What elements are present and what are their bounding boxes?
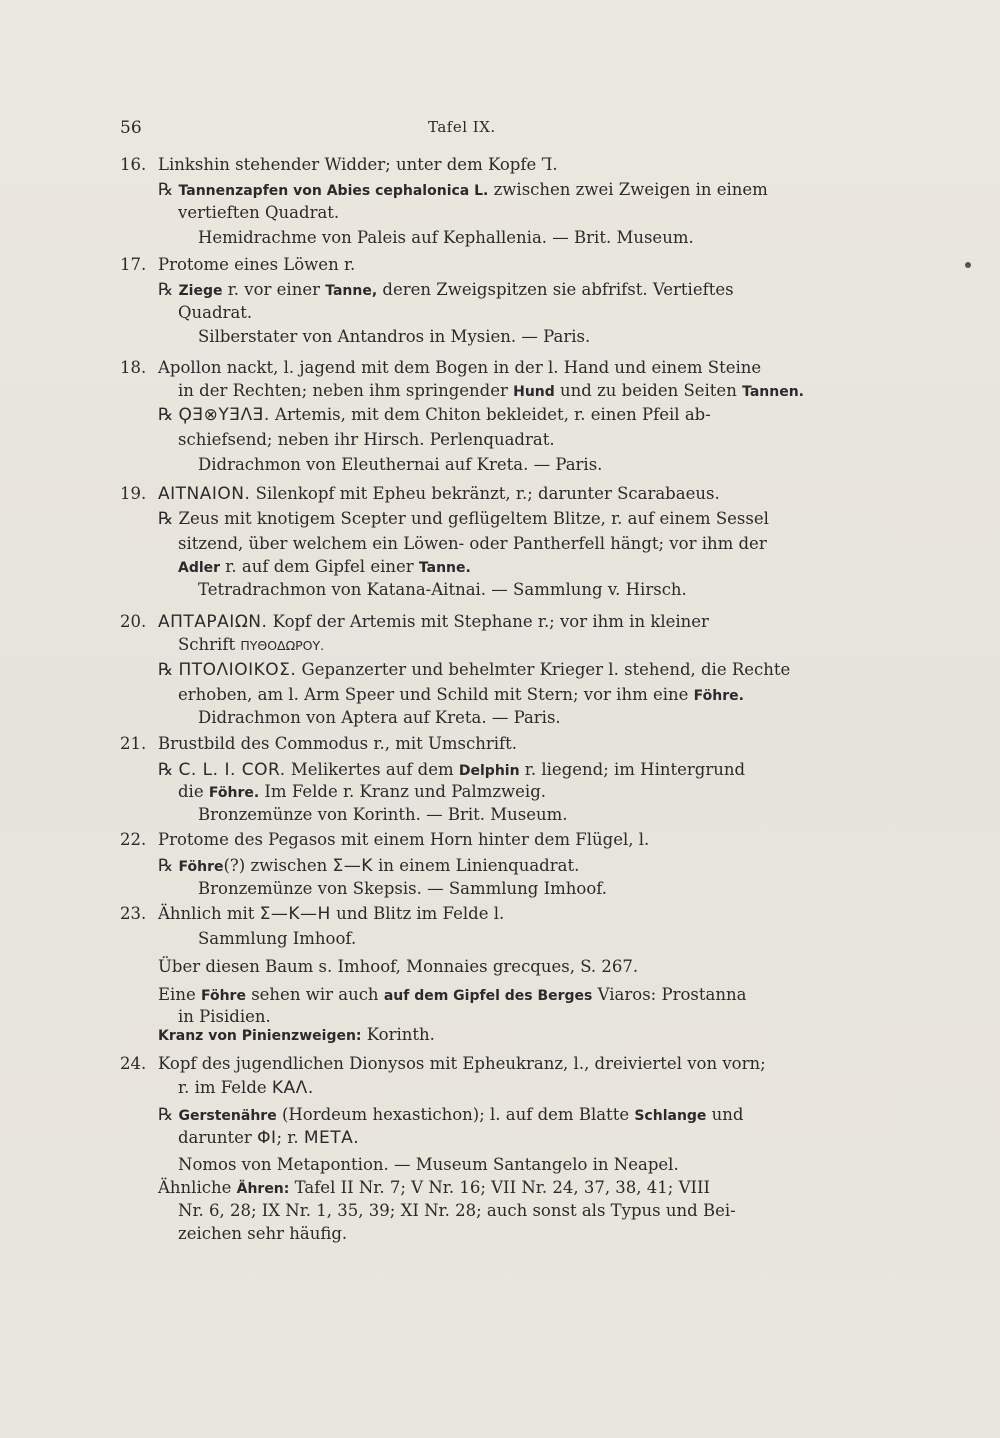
entry-16-line-4: Hemidrachme von Paleis auf Kephallenia. — Brit. Museum. [198,228,694,247]
bold-text: Gerstenähre [178,1108,277,1124]
entry-number-22: 22. [120,830,147,849]
entry-17-line-2 [158,280,734,301]
entry-number-24: 24. [120,1054,147,1073]
text: und zu beiden Seiten [554,381,743,400]
bold-text: auf dem Gipfel des Berges [383,988,593,1004]
text: Ähnlich mit [158,904,260,923]
entry-20-line-4 [178,685,744,706]
text: Tafel II Nr. 7; V Nr. 16; VII Nr. 24, 37, 38, 41; VIII [289,1178,711,1197]
text: sehen wir auch [245,985,384,1004]
reverse-symbol: ℞ [158,1105,174,1125]
reverse-symbol: ℞ [158,660,174,680]
bold-text: Delphin [458,763,520,779]
bold-text: Tannen. [742,384,804,400]
text: die [178,782,209,801]
text: deren Zweigspitzen sie abfrifst. Vertieftes [377,280,734,299]
text: erhoben, am l. Arm Speer und Schild mit Stern; vor ihm eine [178,685,694,704]
text: Silenkopf mit Epheu bekränzt, r.; darunter Scarabaeus. [250,484,720,503]
entry-24-line-8: zeichen sehr häufig. [178,1224,348,1243]
greek-legend: ΑΙΤΝΑΙΟΝ. [158,484,251,504]
greek-legend: ΚΑΛ. [271,1078,314,1098]
entry-19-line-2 [158,509,769,529]
page-number: 56 [120,118,142,138]
entry-19-line-3: sitzend, über welchem ein Löwen- oder Pantherfell hängt; vor ihm der [178,534,767,553]
page-title: Tafel IX. [428,118,496,136]
entry-24-line-1: Kopf des jugendlichen Dionysos mit Epheukranz, l., dreiviertel von vorn; [158,1054,766,1073]
entry-17-line-3: Quadrat. [178,303,253,322]
text: r. vor einer [222,280,326,299]
reverse-symbol: ℞ [158,405,174,425]
entry-number-23: 23. [120,904,147,923]
entry-18-line-3 [158,405,711,425]
entry-23-line-2: Sammlung Imhoof. [198,929,357,948]
greek-legend: Σ—Κ [332,856,373,876]
text: Zeus mit knotigem Scepter und geflügeltem Blitze, r. auf einem Sessel [173,509,769,528]
bold-text: Kranz von Pinienzweigen: [158,1028,362,1044]
text: Korinth. [361,1025,435,1044]
entry-19-line-4 [178,557,471,578]
greek-legend: ΑΠΤΑΡΑΙΩΝ. [158,612,268,632]
bold-text: Adler [178,560,221,576]
entry-20-line-1 [158,612,709,632]
bold-text: Schlange [634,1108,707,1124]
text: in einem Linienquadrat. [372,856,580,875]
text: zwischen zwei Zweigen in einem [488,180,768,199]
note-line-3: in Pisidien. [178,1007,271,1026]
entry-24-line-6 [158,1178,710,1199]
entry-number-18: 18. [120,358,147,377]
text: Kopf der Artemis mit Stephane r.; vor ihm in kleiner [267,612,709,631]
text: in der Rechten; neben ihm springender [178,381,514,400]
entry-18-line-4: schiefsend; neben ihr Hirsch. Perlenquadrat. [178,430,555,449]
entry-17-line-1: Protome eines Löwen r. [158,255,356,274]
entry-20-line-3 [158,660,790,680]
bold-text: Ähren: [236,1181,290,1197]
entry-16-line-1: Linkshin stehender Widder; unter dem Kopfe Ꞁ. [158,155,558,174]
entry-24-line-3 [158,1105,743,1126]
bold-text: Föhre. [693,688,744,704]
entry-22-line-3: Bronzemünze von Skepsis. — Sammlung Imhoof. [198,879,608,898]
entry-16-line-3: vertieften Quadrat. [178,203,340,222]
bold-text: Föhre [200,988,246,1004]
reverse-symbol: ℞ [158,280,174,300]
note-line-2 [158,985,746,1006]
text: darunter [178,1128,258,1147]
text: und Blitz im Felde l. [330,904,505,923]
entry-24-line-2 [178,1078,314,1098]
entry-18-line-1: Apollon nackt, l. jagend mit dem Bogen in der l. Hand und einem Steine [158,358,762,377]
text: Eine [158,985,201,1004]
entry-18-line-5: Didrachmon von Eleuthernai auf Kreta. — Paris. [198,455,603,474]
bold-text: Tannenzapfen von Abies cephalonica L. [178,183,489,199]
text: (Hordeum hexastichon); l. auf dem Blatte [276,1105,635,1124]
text: Artemis, mit dem Chiton bekleidet, r. einen Pfeil ab- [269,405,711,424]
bold-text: Föhre. [208,785,260,801]
entry-16-line-2 [158,180,768,201]
bold-text: Tanne, [325,283,378,299]
entry-21-line-2 [158,760,745,781]
reverse-symbol: ℞ [158,760,174,780]
entry-22-line-2 [158,856,579,877]
entry-20-line-5: Didrachmon von Aptera auf Kreta. — Paris. [198,708,561,727]
greek-legend: ΦΙ [257,1128,277,1148]
reverse-symbol: ℞ [158,180,174,200]
greek-legend-small: ΠΥΘΟΔΩΡΟΥ. [240,638,325,653]
entry-24-line-7: Nr. 6, 28; IX Nr. 1, 35, 39; XI Nr. 28; auch sonst als Typus und Bei- [178,1201,736,1220]
entry-21-line-3 [178,782,546,803]
text: r. im Felde [178,1078,272,1097]
entry-17-line-4: Silberstater von Antandros in Mysien. — Paris. [198,327,591,346]
latin-legend: C. L. I. COR. [178,760,286,780]
entry-21-line-1: Brustbild des Commodus r., mit Umschrift. [158,734,518,753]
entry-22-line-1: Protome des Pegasos mit einem Horn hinter dem Flügel, l. [158,830,650,849]
text: r. liegend; im Hintergrund [519,760,746,779]
text: Viaros: Prostanna [592,985,747,1004]
text: Schrift [178,635,241,654]
entry-number-16: 16. [120,155,147,174]
reverse-symbol: ℞ [158,856,174,876]
text: Gepanzerter und behelmter Krieger l. stehend, die Rechte [296,660,791,679]
greek-legend: ϘƎ⊗ΥƎΛƎ. [178,405,270,425]
bold-text: Tanne. [418,560,471,576]
text: r. auf dem Gipfel einer [220,557,419,576]
entry-18-line-2 [178,381,804,402]
greek-legend: ΠΤΟΛΙΟΙΚΟΣ. [178,660,297,680]
entry-number-19: 19. [120,484,147,503]
ink-spot [965,262,971,268]
entry-number-20: 20. [120,612,147,631]
greek-legend: ΜΕΤΑ. [303,1128,360,1148]
entry-21-line-4: Bronzemünze von Korinth. — Brit. Museum. [198,805,568,824]
text: und [706,1105,744,1124]
reverse-symbol: ℞ [158,509,174,529]
greek-legend: Σ—Κ—Η [259,904,331,924]
note-line-4 [158,1025,435,1046]
text: Ähnliche [158,1178,237,1197]
entry-19-line-5: Tetradrachmon von Katana-Aitnai. — Sammlung v. Hirsch. [198,580,687,599]
entry-19-line-1 [158,484,720,504]
note-line-1: Über diesen Baum s. Imhoof, Monnaies grecques, S. 267. [158,957,639,976]
text: Im Felde r. Kranz und Palmzweig. [259,782,547,801]
text: ; r. [276,1128,304,1147]
entry-20-line-2 [178,635,324,656]
bold-text: Ziege [178,283,223,299]
entry-24-line-4 [178,1128,359,1148]
entry-number-17: 17. [120,255,147,274]
bold-text: Föhre [178,859,224,875]
bold-text: Hund [513,384,555,400]
entry-23-line-1 [158,904,504,924]
entry-number-21: 21. [120,734,147,753]
text: Melikertes auf dem [285,760,459,779]
text: (?) zwischen [223,856,333,875]
entry-24-line-5: Nomos von Metapontion. — Museum Santangelo in Neapel. [178,1155,679,1174]
